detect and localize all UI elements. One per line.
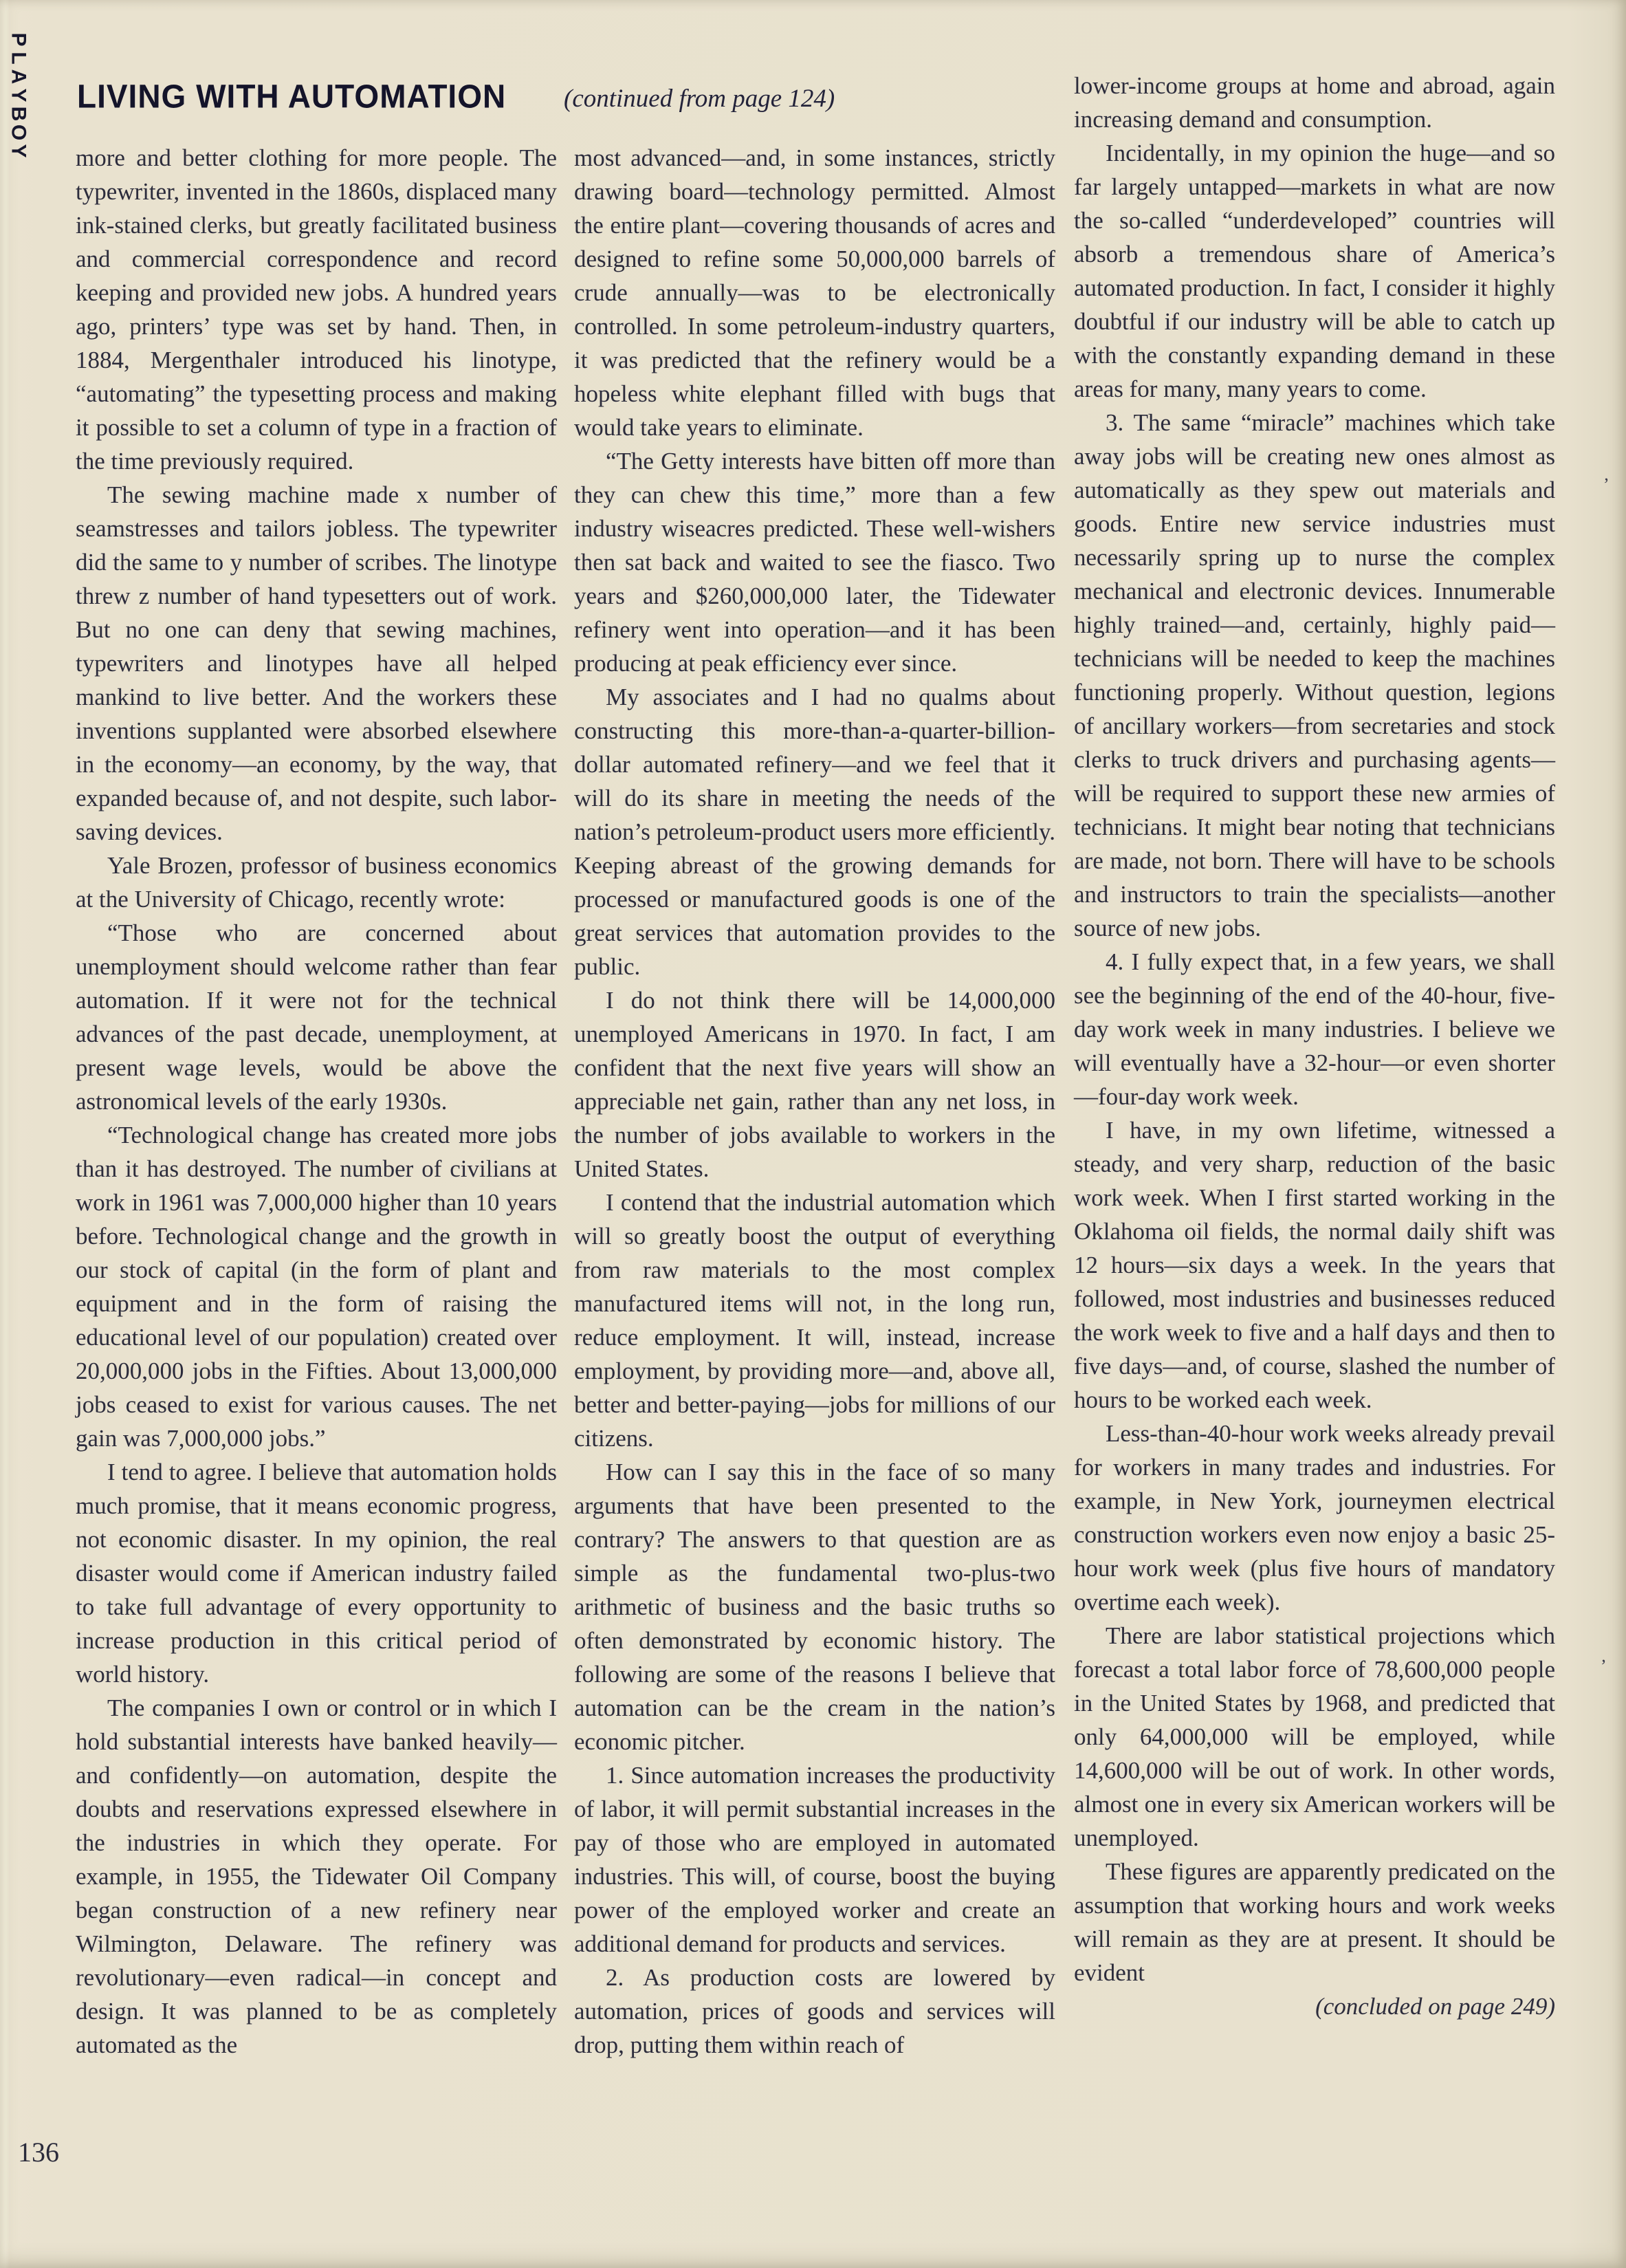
paragraph: “Those who are concerned about unemployment should welcome rather than fear automation. If it were not for the technical advances of the past decade, unemployment, at present wage levels, would be above the astronomical levels of the early 1930s. (76, 919, 557, 1115)
paragraph: 3. The same “miracle” machines which take away jobs will be creating new ones almost as automatically as they spew out materials and goods. Entire new service industries must necessarily spring up to nurse the complex mechanical and electronic devices. Innumerable highly trained—and, certainly, highly paid—technicians will be needed to keep the machines functioning properly. Without question, legions of ancillary workers—from secretaries and stock clerks to truck drivers and purchasing agents—will be required to support these new armies of technicians. It might bear noting that technicians are made, not born. There will have to be schools and instructors to train the specialists—another source of new jobs. (1074, 409, 1555, 941)
paragraph: I contend that the industrial automation which will so greatly boost the output of everything from raw materials to the most complex manufactured items will not, in the long run, reduce employment. It will, instead, increase employment, by providing more—and, above all, better and better-paying—jobs for millions of our citizens. (574, 1189, 1055, 1452)
concluded-on-note: (concluded on page 249) (1315, 1993, 1555, 2020)
paragraph: These figures are apparently predicated on the assumption that working hours and work weeks will remain as they are at present. It should be evident (1074, 1858, 1555, 1986)
text-column-2 (574, 141, 1055, 2170)
paragraph: The companies I own or control or in which I hold substantial interests have banked heavily—and confidently—on automation, despite the doubts and reservations expressed elsewhere in the industries in which they operate. For example, in 1955, the Tidewater Oil Company began construction of a new refinery near Wilmington, Delaware. The refinery was revolutionary—even radical—in concept and design. It was planned to be as completely automated as the (76, 1694, 557, 2058)
paragraph: 2. As production costs are lowered by automation, prices of goods and services will drop, putting them within reach of (574, 1964, 1055, 2058)
magazine-spine-logo (3, 30, 34, 160)
page-number: 136 (18, 2137, 59, 2168)
article-title: LIVING WITH AUTOMATION (77, 77, 507, 115)
print-speck: ’ (1603, 475, 1609, 494)
paragraph: more and better clothing for more people. The typewriter, invented in the 1860s, displaced many ink-stained clerks, but greatly facilitated business and commercial correspondence and record keeping and provided new jobs. A hundred years ago, printers’ type was set by hand. Then, in 1884, Mergenthaler introduced his linotype, “automating” the typesetting process and making it possible to set a column of type in a fraction of the time previously required. (76, 144, 557, 475)
spine-letter: P (7, 32, 30, 47)
paragraph: I tend to agree. I believe that automation holds much promise, that it means economic progress, not economic disaster. In my opinion, the real disaster would come if American industry failed to take full advantage of every opportunity to increase production in this critical period of world history. (76, 1459, 557, 1688)
spine-letter: Y (7, 144, 30, 158)
paragraph: Yale Brozen, professor of business economics at the University of Chicago, recently wrote: (76, 852, 557, 913)
paragraph: 4. I fully expect that, in a few years, we shall see the beginning of the end of the 40-hour, five-day work week in many industries. I believe we will eventually have a 32-hour—or even shorter—four-day work week. (1074, 948, 1555, 1110)
spine-letter: O (7, 124, 30, 141)
paragraph: 1. Since automation increases the productivity of labor, it will permit substantial increases in the pay of those who are employed in automated industries. This will, of course, boost the buying power of the employed worker and create an additional demand for products and services. (574, 1762, 1055, 1957)
spine-letter: Y (7, 88, 30, 102)
paragraph: “Technological change has created more jobs than it has destroyed. The number of civilians at work in 1961 was 7,000,000 higher than 10 years before. Technological change and the growth in our stock of capital (in the form of plant and equipment and in the form of raising the educational level of our population) created over 20,000,000 jobs in the Fifties. About 13,000,000 jobs ceased to exist for various causes. The net gain was 7,000,000 jobs.” (76, 1122, 557, 1452)
continued-from-note: (continued from page 124) (564, 85, 835, 113)
paragraph: The sewing machine made x number of seamstresses and tailors jobless. The typewriter did the same to y number of scribes. The linotype threw z number of hand typesetters out of work. But no one can deny that sewing machines, typewriters and linotypes have all helped mankind to live better. And the workers these inventions supplanted were absorbed elsewhere in the economy—an economy, by the way, that expanded because of, and not despite, such labor-saving devices. (76, 481, 557, 845)
paragraph: My associates and I had no qualms about constructing this more-than-a-quarter-billion-dollar automated refinery—and we feel that it will do its share in meeting the needs of the nation’s petroleum-product users more efficiently. Keeping abreast of the growing demands for processed or manufactured goods is one of the great services that automation provides to the public. (574, 684, 1055, 980)
paragraph: There are labor statistical projections which forecast a total labor force of 78,600,000 people in the United States by 1968, and predicted that only 64,000,000 will be employed, while 14,600,000 will be out of work. In other words, almost one in every six American workers will be unemployed. (1074, 1622, 1555, 1851)
print-speck: ’ (1601, 1656, 1607, 1676)
paragraph: Less-than-40-hour work weeks already prevail for workers in many trades and industries. For example, in New York, journeymen electrical construction workers even now enjoy a basic 25-hour work week (plus five hours of mandatory overtime each week). (1074, 1420, 1555, 1615)
paragraph: lower-income groups at home and abroad, again increasing demand and consumption. (1074, 72, 1555, 133)
paragraph: I do not think there will be 14,000,000 unemployed Americans in 1970. In fact, I am confident that the next five years will show an appreciable net gain, rather than any net loss, in the number of jobs available to workers in the United States. (574, 987, 1055, 1182)
paragraph: “The Getty interests have bitten off more than they can chew this time,” more than a few industry wiseacres predicted. These well-wishers then sat back and waited to see the fiasco. Two years and $260,000,000 later, the Tidewater refinery went into operation—and it has been producing at peak efficiency ever since. (574, 448, 1055, 677)
paragraph: Incidentally, in my opinion the huge—and so far largely untapped—markets in what are now the so-called “underdeveloped” countries will absorb a tremendous share of America’s automated production. In fact, I consider it highly doubtful if our industry will be able to catch up with the constantly expanding demand in these areas for many, many years to come. (1074, 140, 1555, 402)
paragraph: How can I say this in the face of so many arguments that have been presented to the contrary? The answers to that question are as simple as the fundamental two-plus-two arithmetic of business and the basic truths so often demonstrated by economic history. The following are some of the reasons I believe that automation can be the cream in the nation’s economic pitcher. (574, 1459, 1055, 1755)
text-column-3 (1074, 69, 1555, 2170)
spine-letter: L (7, 52, 30, 65)
spine-letter: A (7, 69, 30, 85)
paragraph: most advanced—and, in some instances, strictly drawing board—technology permitted. Almost the entire plant—covering thousands of acres and designed to refine some 50,000,000 barrels of crude annually—was to be electronically controlled. In some petroleum-industry quarters, it was predicted that the refinery would be a hopeless white elephant filled with bugs that would take years to eliminate. (574, 144, 1055, 441)
paragraph: I have, in my own lifetime, witnessed a steady, and very sharp, reduction of the basic work week. When I first started working in the Oklahoma oil fields, the normal daily shift was 12 hours—six days a week. In the years that followed, most industries and businesses reduced the work week to five and a half days and then to five days—and, of course, slashed the number of hours to be worked each week. (1074, 1117, 1555, 1413)
spine-letter: B (7, 106, 30, 122)
text-column-1 (76, 141, 557, 2170)
